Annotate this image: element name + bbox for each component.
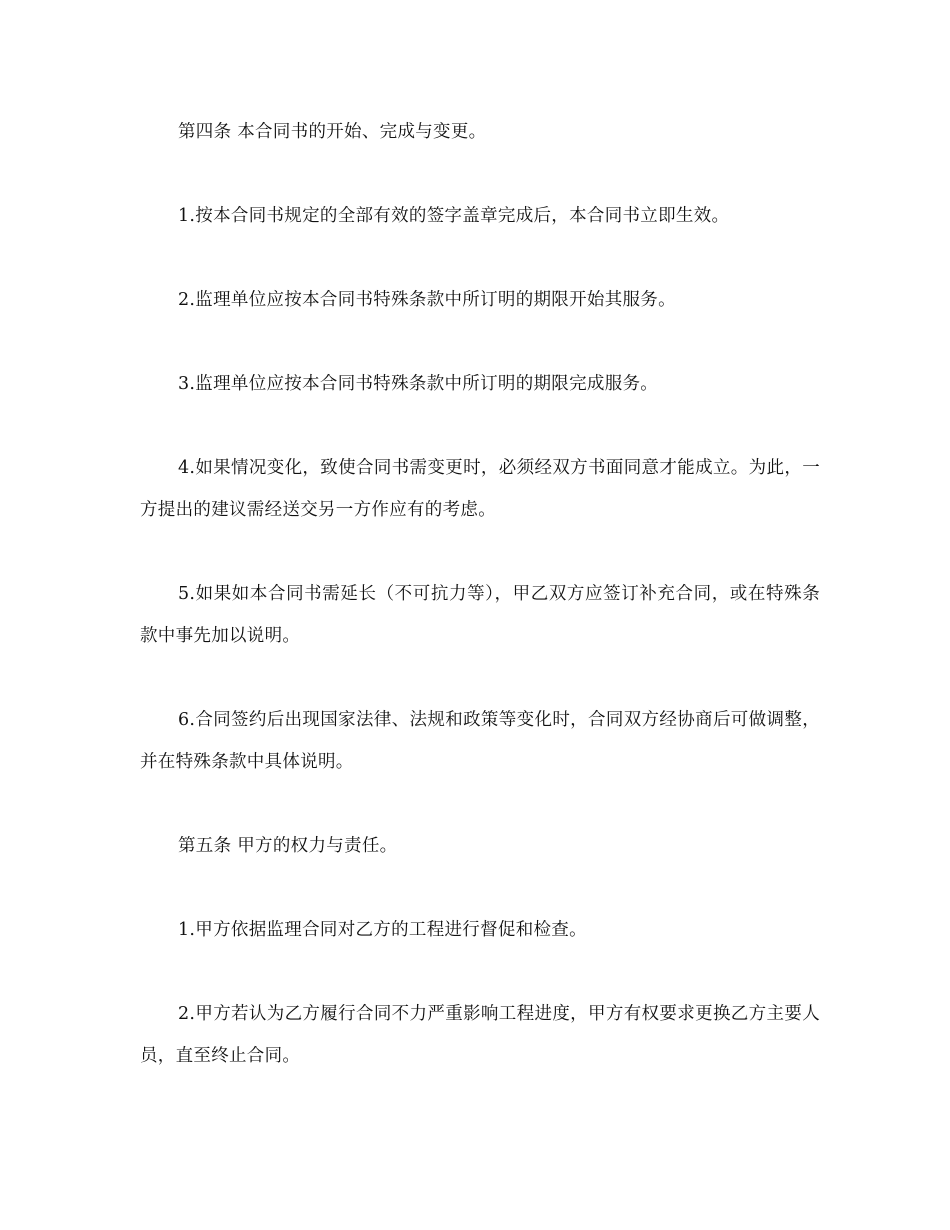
article-5-heading: 第五条 甲方的权力与责任。: [178, 836, 398, 856]
article-5-clause-1: 1.甲方依据监理合同对乙方的工程进行督促和检查。: [178, 920, 587, 940]
article-4-clause-4: 4.如果情况变化，致使合同书需变更时，必须经双方书面同意才能成立。为此，一方提出的建议需经送交另一方作应有的考虑。: [140, 458, 820, 520]
article-4-clause-3: 3.监理单位应按本合同书特殊条款中所订明的期限完成服务。: [178, 374, 659, 394]
article-4-clause-5: 5.如果如本合同书需延长（不可抗力等），甲乙双方应签订补充合同，或在特殊条款中事先加以说明。: [140, 584, 820, 646]
document-body: [140, 111, 820, 1077]
article-4-heading: 第四条 本合同书的开始、完成与变更。: [178, 122, 487, 142]
article-5-clause-2: 2.甲方若认为乙方履行合同不力严重影响工程进度，甲方有权要求更换乙方主要人员，直至终止合同。: [140, 1004, 820, 1066]
article-4-clause-1: 1.按本合同书规定的全部有效的签字盖章完成后，本合同书立即生效。: [178, 206, 730, 226]
article-4-clause-6: 6.合同签约后出现国家法律、法规和政策等变化时，合同双方经协商后可做调整，并在特殊条款中具体说明。: [140, 710, 820, 772]
article-4-clause-2: 2.监理单位应按本合同书特殊条款中所订明的期限开始其服务。: [178, 290, 676, 310]
